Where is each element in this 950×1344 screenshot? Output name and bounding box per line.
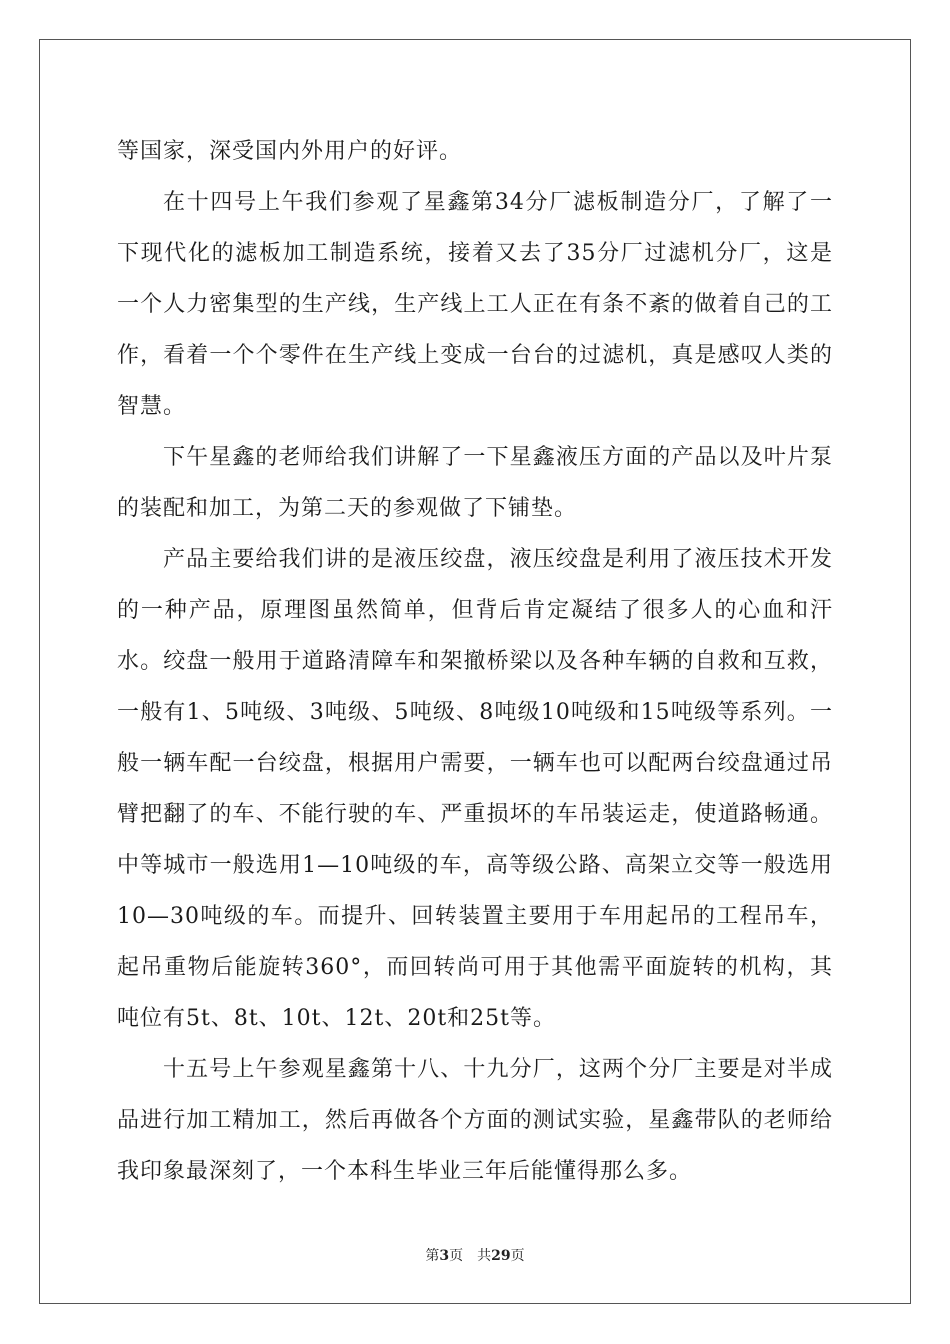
document-body <box>117 126 833 1197</box>
total-prefix: 共 <box>477 1248 492 1264</box>
paragraph-continuation: 等国家，深受国内外用户的好评。 <box>117 139 463 164</box>
paragraph-factory-34-35: 在十四号上午我们参观了星鑫第34分厂滤板制造分厂，了解了一下现代化的滤板加工制造系统，接着又去了35分厂过滤机分厂，这是一个人力密集型的生产线，生产线上工人正在有条不紊的做着自己的工作，看着一个个零件在生产线上变成一台台的过滤机，真是感叹人类的智慧。 <box>117 190 833 419</box>
page-current-number: 3 <box>439 1248 450 1264</box>
paragraph-hydraulic-lecture: 下午星鑫的老师给我们讲解了一下星鑫液压方面的产品以及叶片泵的装配和加工，为第二天的参观做了下铺垫。 <box>117 445 833 521</box>
page-footer <box>0 1246 950 1266</box>
page-suffix: 页 <box>449 1248 464 1264</box>
paragraph-hydraulic-winch: 产品主要给我们讲的是液压绞盘，液压绞盘是利用了液压技术开发的一种产品，原理图虽然简单，但背后肯定凝结了很多人的心血和汗水。绞盘一般用于道路清障车和架撤桥梁以及各种车辆的自救和互救，一般有1、5吨级、3吨级、5吨级、8吨级10吨级和15吨级等系列。一般一辆车配一台绞盘，根据用户需要，一辆车也可以配两台绞盘通过吊臂把翻了的车、不能行驶的车、严重损坏的车吊装运走，使道路畅通。中等城市一般选用1—10吨级的车，高等级公路、高架立交等一般选用10—30吨级的车。而提升、回转装置主要用于车用起吊的工程吊车，起吊重物后能旋转360°，而回转尚可用于其他需平面旋转的机构，其吨位有5t、8t、10t、12t、20t和25t等。 <box>117 547 833 1031</box>
page-prefix: 第 <box>425 1248 440 1264</box>
total-suffix: 页 <box>510 1248 525 1264</box>
page-total-number: 29 <box>491 1248 511 1264</box>
paragraph-factory-18-19: 十五号上午参观星鑫第十八、十九分厂，这两个分厂主要是对半成品进行加工精加工，然后再做各个方面的测试实验，星鑫带队的老师给我印象最深刻了，一个本科生毕业三年后能懂得那么多。 <box>117 1057 833 1184</box>
